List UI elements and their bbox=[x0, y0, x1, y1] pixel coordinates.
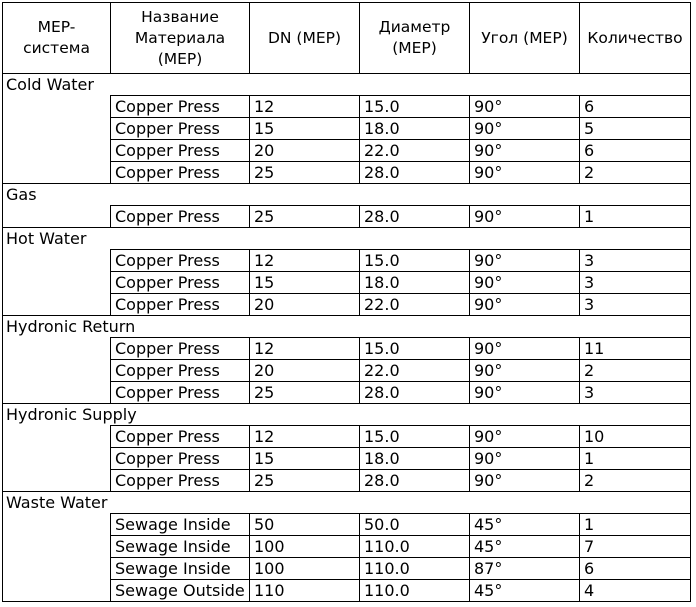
group-row bbox=[3, 316, 691, 338]
material-cell: Copper Press bbox=[111, 272, 250, 294]
material-cell: Sewage Inside bbox=[111, 558, 250, 580]
material-cell: Copper Press bbox=[111, 140, 250, 162]
table-row bbox=[3, 338, 691, 360]
quantity-cell: 3 bbox=[580, 272, 691, 294]
dn-cell: 25 bbox=[250, 382, 360, 404]
group-row bbox=[3, 404, 691, 426]
diameter-cell: 110.0 bbox=[360, 580, 470, 602]
dn-cell: 25 bbox=[250, 470, 360, 492]
quantity-cell: 1 bbox=[580, 514, 691, 536]
dn-cell: 100 bbox=[250, 558, 360, 580]
table-row bbox=[3, 250, 691, 272]
material-cell: Copper Press bbox=[111, 294, 250, 316]
diameter-cell: 110.0 bbox=[360, 558, 470, 580]
angle-cell: 45° bbox=[470, 580, 580, 602]
diameter-cell: 18.0 bbox=[360, 272, 470, 294]
group-indent-cell bbox=[3, 558, 111, 580]
material-cell: Sewage Inside bbox=[111, 536, 250, 558]
angle-cell: 87° bbox=[470, 558, 580, 580]
dn-cell: 20 bbox=[250, 294, 360, 316]
diameter-cell: 15.0 bbox=[360, 96, 470, 118]
table-body bbox=[3, 74, 691, 602]
material-cell: Copper Press bbox=[111, 426, 250, 448]
quantity-cell: 6 bbox=[580, 558, 691, 580]
group-indent-cell bbox=[3, 382, 111, 404]
group-label: Hydronic Return bbox=[3, 316, 691, 338]
table-row bbox=[3, 272, 691, 294]
quantity-cell: 5 bbox=[580, 118, 691, 140]
dn-cell: 15 bbox=[250, 272, 360, 294]
group-indent-cell bbox=[3, 470, 111, 492]
material-cell: Sewage Inside bbox=[111, 514, 250, 536]
angle-cell: 90° bbox=[470, 206, 580, 228]
diameter-cell: 28.0 bbox=[360, 206, 470, 228]
angle-cell: 90° bbox=[470, 294, 580, 316]
diameter-cell: 18.0 bbox=[360, 448, 470, 470]
dn-cell: 15 bbox=[250, 448, 360, 470]
material-cell: Sewage Outside bbox=[111, 580, 250, 602]
dn-cell: 20 bbox=[250, 360, 360, 382]
material-cell: Copper Press bbox=[111, 448, 250, 470]
quantity-cell: 3 bbox=[580, 250, 691, 272]
diameter-cell: 22.0 bbox=[360, 360, 470, 382]
table-row bbox=[3, 118, 691, 140]
table-row bbox=[3, 514, 691, 536]
table-row bbox=[3, 162, 691, 184]
diameter-cell: 50.0 bbox=[360, 514, 470, 536]
header-material-name: Название Материала (MEP) bbox=[111, 3, 250, 74]
table-row bbox=[3, 140, 691, 162]
quantity-cell: 6 bbox=[580, 140, 691, 162]
dn-cell: 25 bbox=[250, 206, 360, 228]
table-row bbox=[3, 558, 691, 580]
table-row bbox=[3, 470, 691, 492]
quantity-cell: 3 bbox=[580, 294, 691, 316]
group-indent-cell bbox=[3, 580, 111, 602]
table-row bbox=[3, 448, 691, 470]
angle-cell: 90° bbox=[470, 470, 580, 492]
diameter-cell: 22.0 bbox=[360, 140, 470, 162]
group-indent-cell bbox=[3, 118, 111, 140]
group-indent-cell bbox=[3, 162, 111, 184]
material-cell: Copper Press bbox=[111, 96, 250, 118]
dn-cell: 12 bbox=[250, 338, 360, 360]
angle-cell: 90° bbox=[470, 272, 580, 294]
group-indent-cell bbox=[3, 514, 111, 536]
header-quantity: Количество bbox=[580, 3, 691, 74]
angle-cell: 45° bbox=[470, 536, 580, 558]
table-row bbox=[3, 536, 691, 558]
diameter-cell: 15.0 bbox=[360, 338, 470, 360]
angle-cell: 90° bbox=[470, 250, 580, 272]
quantity-cell: 10 bbox=[580, 426, 691, 448]
table-row bbox=[3, 580, 691, 602]
quantity-cell: 2 bbox=[580, 360, 691, 382]
diameter-cell: 18.0 bbox=[360, 118, 470, 140]
angle-cell: 90° bbox=[470, 118, 580, 140]
material-cell: Copper Press bbox=[111, 250, 250, 272]
group-row bbox=[3, 184, 691, 206]
group-label: Hot Water bbox=[3, 228, 691, 250]
group-label: Waste Water bbox=[3, 492, 691, 514]
group-indent-cell bbox=[3, 206, 111, 228]
group-indent-cell bbox=[3, 140, 111, 162]
group-indent-cell bbox=[3, 448, 111, 470]
quantity-cell: 7 bbox=[580, 536, 691, 558]
group-indent-cell bbox=[3, 96, 111, 118]
angle-cell: 90° bbox=[470, 382, 580, 404]
material-cell: Copper Press bbox=[111, 470, 250, 492]
quantity-cell: 6 bbox=[580, 96, 691, 118]
dn-cell: 12 bbox=[250, 426, 360, 448]
diameter-cell: 28.0 bbox=[360, 162, 470, 184]
dn-cell: 110 bbox=[250, 580, 360, 602]
quantity-cell: 11 bbox=[580, 338, 691, 360]
group-indent-cell bbox=[3, 338, 111, 360]
quantity-cell: 1 bbox=[580, 206, 691, 228]
group-indent-cell bbox=[3, 272, 111, 294]
table-row bbox=[3, 426, 691, 448]
header-diameter: Диаметр (MEP) bbox=[360, 3, 470, 74]
diameter-cell: 110.0 bbox=[360, 536, 470, 558]
group-indent-cell bbox=[3, 426, 111, 448]
dn-cell: 12 bbox=[250, 96, 360, 118]
group-row bbox=[3, 492, 691, 514]
group-indent-cell bbox=[3, 294, 111, 316]
group-row bbox=[3, 74, 691, 96]
angle-cell: 90° bbox=[470, 448, 580, 470]
quantity-cell: 2 bbox=[580, 470, 691, 492]
group-indent-cell bbox=[3, 250, 111, 272]
header-angle: Угол (MEP) bbox=[470, 3, 580, 74]
dn-cell: 20 bbox=[250, 140, 360, 162]
material-cell: Copper Press bbox=[111, 206, 250, 228]
table-row bbox=[3, 206, 691, 228]
table-row bbox=[3, 294, 691, 316]
material-cell: Copper Press bbox=[111, 118, 250, 140]
dn-cell: 15 bbox=[250, 118, 360, 140]
header-mep-system: MEP-система bbox=[3, 3, 111, 74]
group-label: Hydronic Supply bbox=[3, 404, 691, 426]
angle-cell: 90° bbox=[470, 96, 580, 118]
angle-cell: 90° bbox=[470, 140, 580, 162]
group-indent-cell bbox=[3, 536, 111, 558]
group-indent-cell bbox=[3, 360, 111, 382]
quantity-cell: 2 bbox=[580, 162, 691, 184]
quantity-cell: 4 bbox=[580, 580, 691, 602]
dn-cell: 25 bbox=[250, 162, 360, 184]
material-cell: Copper Press bbox=[111, 338, 250, 360]
angle-cell: 45° bbox=[470, 514, 580, 536]
diameter-cell: 15.0 bbox=[360, 426, 470, 448]
diameter-cell: 28.0 bbox=[360, 470, 470, 492]
header-dn: DN (MEP) bbox=[250, 3, 360, 74]
angle-cell: 90° bbox=[470, 360, 580, 382]
table-row bbox=[3, 382, 691, 404]
header-row bbox=[3, 3, 691, 74]
angle-cell: 90° bbox=[470, 162, 580, 184]
quantity-cell: 3 bbox=[580, 382, 691, 404]
angle-cell: 90° bbox=[470, 338, 580, 360]
material-cell: Copper Press bbox=[111, 382, 250, 404]
quantity-cell: 1 bbox=[580, 448, 691, 470]
diameter-cell: 28.0 bbox=[360, 382, 470, 404]
group-row bbox=[3, 228, 691, 250]
angle-cell: 90° bbox=[470, 426, 580, 448]
diameter-cell: 15.0 bbox=[360, 250, 470, 272]
dn-cell: 12 bbox=[250, 250, 360, 272]
diameter-cell: 22.0 bbox=[360, 294, 470, 316]
table-row bbox=[3, 360, 691, 382]
material-cell: Copper Press bbox=[111, 162, 250, 184]
dn-cell: 50 bbox=[250, 514, 360, 536]
group-label: Cold Water bbox=[3, 74, 691, 96]
material-cell: Copper Press bbox=[111, 360, 250, 382]
table-row bbox=[3, 96, 691, 118]
dn-cell: 100 bbox=[250, 536, 360, 558]
group-label: Gas bbox=[3, 184, 691, 206]
schedule-table bbox=[2, 2, 691, 602]
